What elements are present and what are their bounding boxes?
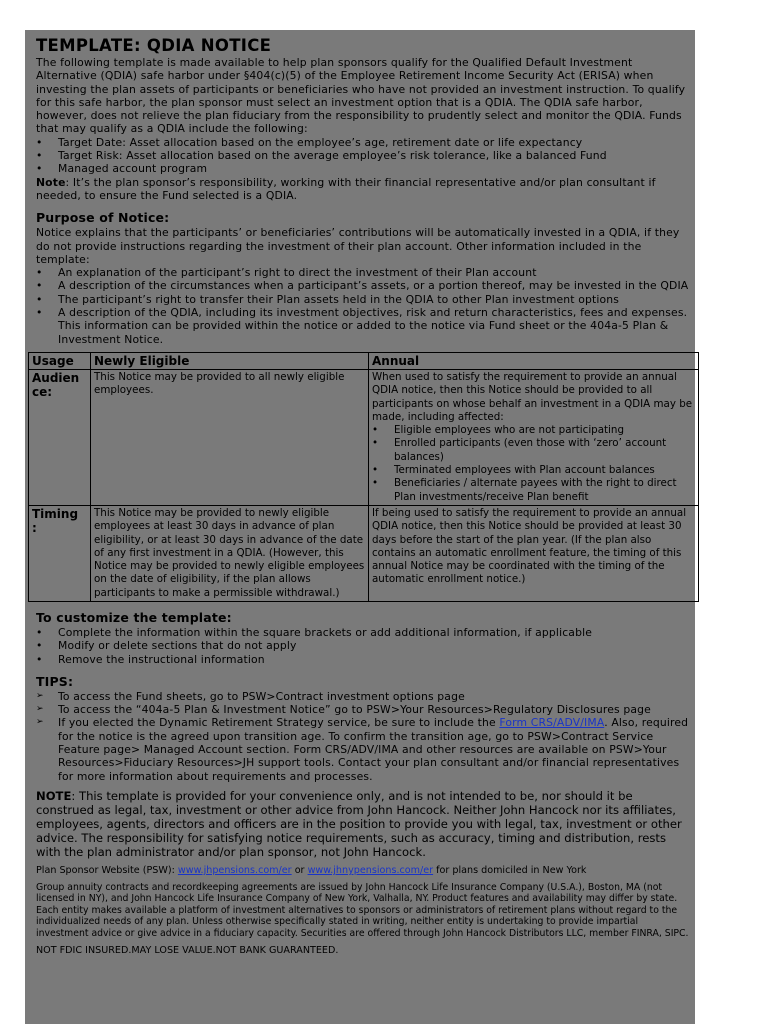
note-text: : It’s the plan sponsor’s responsibility, working with their financial representative and/or plan consultant if needed, to ensure the Fund selected is a QDIA. [36,175,656,202]
document-content [32,36,693,957]
tip-text: If you elected the Dynamic Retirement Strategy service, be sure to include the [58,716,500,730]
list-item: ➢ To access the “404a-5 Plan & Investment Notice” go to PSW>Your Resources>Regulatory Disclosures page [36,703,691,716]
list-item: • Complete the information within the square brackets or add additional information, if applicable [36,626,691,639]
cell-text: When used to satisfy the requirement to provide an annual QDIA notice, then this Notice should be provided to all participants on whose behalf an investment in a QDIA may be made, including affected: [372,370,693,423]
table-row [29,369,699,505]
table-header-row [29,352,699,369]
qdia-types-list [36,136,691,176]
note-label: Note [36,175,66,189]
purpose-paragraph: Notice explains that the participants’ or beneficiaries’ contributions will be automatically invested in a QDIA, if they do not provide instructions regarding the investment of their plan account. Other information included in the template: [36,226,680,266]
table-row [29,505,699,601]
usage-table [28,352,699,602]
cell-timing-annual: If being used to satisfy the requirement to provide an annual QDIA notice, then this Notice should be provided at least 30 days before the start of the plan year. (If the plan also contains an automatic enrollment feature, the timing of this annual Notice may be coordinated with the timing of the automatic enrollment notice.) [369,505,699,601]
intro-paragraph: The following template is made available to help plan sponsors qualify for the Qualified Default Investment Alternative (QDIA) safe harbor under §404(c)(5) of the Employee Retirement Income Security Act (ERISA) when investing the plan assets of participants or beneficiaries who have not provided an investment instruction. To qualify for this safe harbor, the plan sponsor must select an investment option that is a QDIA. The QDIA safe harbor, however, does not relieve the plan fiduciary from the responsibility to prudently select and monitor the QDIA. Funds that may qualify as a QDIA include the following: [36,56,686,136]
list-item: • A description of the circumstances when a participant’s assets, or a portion thereof, may be invested in the QDIA [36,279,691,292]
column-header-annual: Annual [369,352,699,369]
jhpensions-link[interactable]: www.jhpensions.com/er [177,864,292,876]
note-label: NOTE [36,788,72,803]
column-header-newly-eligible: Newly Eligible [91,352,369,369]
psw-label: Plan Sponsor Website (PSW): [36,864,178,876]
list-item: • Remove the instructional information [36,653,691,666]
list-item: • Enrolled participants (even those with ‘zero’ account balances) [372,437,695,464]
affected-list [372,424,695,504]
jhnypensions-link[interactable]: www.jhnypensions.com/er [307,864,434,876]
or-text: or [291,864,308,876]
tip-text: . Also, required for the notice is the agreed upon transition age. To confirm the transition age, go to PSW>Contract Service Feature page> Managed Account section. Form CRS/ADV/IMA and other resources are available on PSW>Your Resources>Fiduciary Resources>JH support tools. Contact your plan consultant and/or financial representatives for more information about requirements and processes. [58,716,689,783]
psw-tail: for plans domiciled in New York [433,864,587,876]
group-annuity-disclosure: Group annuity contracts and recordkeeping agreements are issued by John Hancock Life Insurance Company (U.S.A.), Boston, MA (not licensed in NY), and John Hancock Life Insurance Company of New York, Valhalla, NY. Product features and availability may differ by state. Each entity makes available a platform of investment alternatives to sponsors or administrators of retirement plans without regard to the individualized needs of any plan. Unless otherwise specifically stated in writing, neither entity is undertaking to provide impartial investment advice or give advice in a fiduciary capacity. Securities are offered through John Hancock Distributors LLC, member FINRA, SIPC. [36,881,689,939]
list-item [36,716,691,782]
tips-list [36,690,691,783]
note-text: : This template is provided for your convenience only, and is not intended to be, nor should it be construed as legal, tax, investment or other advice from John Hancock. Neither John Hancock nor its affiliates, employees, agents, directors and officers are in the position to provide you with legal, tax, investment or other advice. The responsibility for satisfying notice requirements, such as accuracy, timing and distribution, rests with the plan administrator and/or plan sponsor, not John Hancock. [36,788,682,859]
tips-heading: TIPS: [36,673,74,689]
list-item: • Beneficiaries / alternate payees with the right to direct Plan investments/receive Plan benefit [372,477,695,504]
list-item: • A description of the QDIA, including its investment objectives, risk and return characteristics, fees and expenses. This information can be provided within the notice or added to the notice via Fund sheet or the 404a-5 Plan & Investment Notice. [36,306,691,346]
document-page [25,30,695,1024]
psw-line [36,865,691,877]
cell-audience-annual [369,369,699,505]
row-label-timing: Timing : [29,505,91,601]
page-title: TEMPLATE: QDIA NOTICE [36,36,272,55]
customize-list [36,626,691,666]
row-label-audience: Audien ce: [29,369,91,505]
customize-heading: To customize the template: [36,609,232,625]
purpose-list [36,266,691,346]
column-header-usage: Usage [29,352,91,369]
list-item: • Target Date: Asset allocation based on the employee’s age, retirement date or life expectancy [36,136,691,149]
purpose-heading: Purpose of Notice: [36,210,170,226]
list-item: ➢ To access the Fund sheets, go to PSW>Contract investment options page [36,690,691,703]
cell-timing-newly: This Notice may be provided to newly eligible employees at least 30 days in advance of plan eligibility, or at least 30 days in advance of the date of any first investment in a QDIA. (However, this Notice may be provided to newly eligible employees on the date of eligibility, if the plan allows participants to make a permissible withdrawal.) [91,505,369,601]
fund-note [36,176,691,203]
list-item: • Target Risk: Asset allocation based on the average employee’s risk tolerance, like a balanced Fund [36,149,691,162]
cell-audience-newly: This Notice may be provided to all newly eligible employees. [91,369,369,505]
list-item: • Eligible employees who are not participating [372,424,695,437]
form-crs-adv-ima-link[interactable]: Form CRS/ADV/IMA [499,716,605,730]
list-item: • Managed account program [36,162,691,175]
disclaimer-note [36,789,691,859]
list-item: • Modify or delete sections that do not apply [36,639,691,652]
fdic-disclosure: NOT FDIC INSURED.MAY LOSE VALUE.NOT BANK GUARANTEED. [36,945,339,957]
list-item: • An explanation of the participant’s right to direct the investment of their Plan account [36,266,691,279]
list-item: • The participant’s right to transfer their Plan assets held in the QDIA to other Plan investment options [36,293,691,306]
list-item: • Terminated employees with Plan account balances [372,464,695,477]
